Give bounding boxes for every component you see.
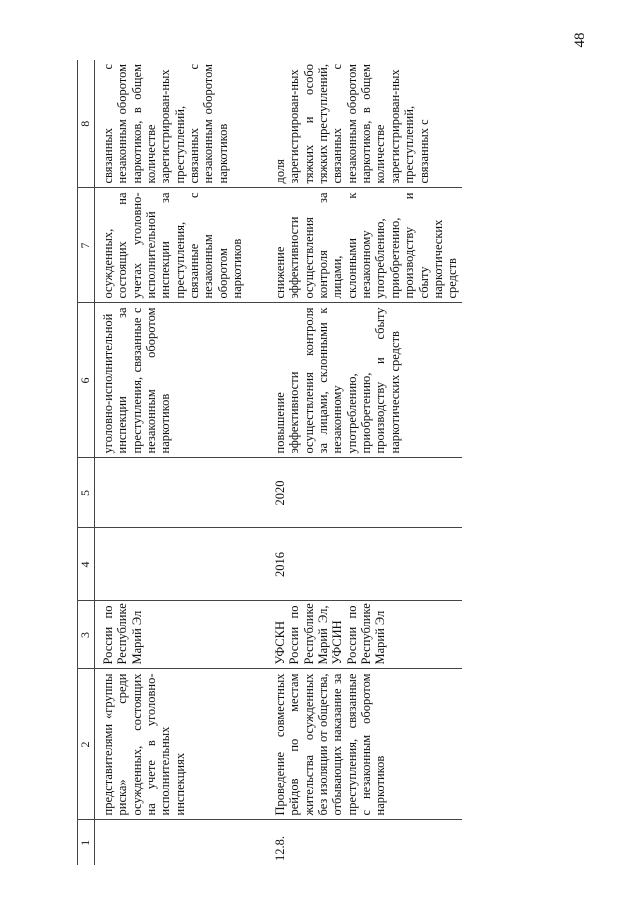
- column-header: 6: [78, 303, 95, 458]
- column-header: 3: [78, 601, 95, 669]
- header-row: [78, 60, 95, 865]
- responsible-executor: УФСКН России по Республике Марий Эл, УФСИН России по Республике Марий Эл: [263, 601, 462, 669]
- measure-name: Проведение совместных рейдов по местам жительства осужденных без изоляции от общества, отбывающих наказание за преступления, связанные с незаконным оборотом наркотиков: [263, 669, 462, 820]
- row-number: 12.8.: [272, 836, 287, 861]
- start-year: 2016: [263, 528, 462, 601]
- end-year: [94, 458, 263, 528]
- page-number: 48: [571, 32, 588, 48]
- expected-result: повышение эффективности осуществления контроля за лицами, склонными к незаконному употреблению, приобретению, производству и сбыту наркотических средств: [263, 303, 462, 458]
- table-row: [94, 60, 263, 865]
- indicator: связанных с незаконным оборотом наркотиков, в общем количестве зарегистрирован-ных преступлений, связанных с незаконным оборотом наркотиков: [94, 60, 263, 188]
- row-number: [94, 820, 263, 865]
- table-row: [263, 60, 462, 865]
- indicator: доля зарегистрирован-ных тяжких и особо тяжких преступлений, связанных с незаконным оборотом наркотиков, в общем количестве зарегистрирован-ных преступлений, связанных с: [263, 60, 462, 188]
- column-header: 7: [78, 188, 95, 303]
- measure-name: представителями «группы риска» среди осужденных, состоящих на учете в уголовно-исполнительных инспекциях: [94, 669, 263, 820]
- column-header: 8: [78, 60, 95, 188]
- column-header: 4: [78, 528, 95, 601]
- expected-result: уголовно-исполнительной инспекции за преступления, связанные с незаконным оборотом наркотиков: [94, 303, 263, 458]
- column-header: 2: [78, 669, 95, 820]
- column-header: 1: [78, 820, 95, 865]
- column-header: 5: [78, 458, 95, 528]
- rotated-table-container: [77, 60, 582, 865]
- responsible-executor: России по Республике Марий Эл: [94, 601, 263, 669]
- consequences: снижение эффективности осуществления контроля за лицами, склонными к незаконному употреблению, приобретению, производству и сбыту наркотических средств: [263, 188, 462, 303]
- end-year: 2020: [263, 458, 462, 528]
- measures-table: [77, 60, 462, 865]
- consequences: осужденных, состоящих на учетах уголовно-исполнительной инспекции за преступления, связанные с незаконным оборотом наркотиков: [94, 188, 263, 303]
- start-year: [94, 528, 263, 601]
